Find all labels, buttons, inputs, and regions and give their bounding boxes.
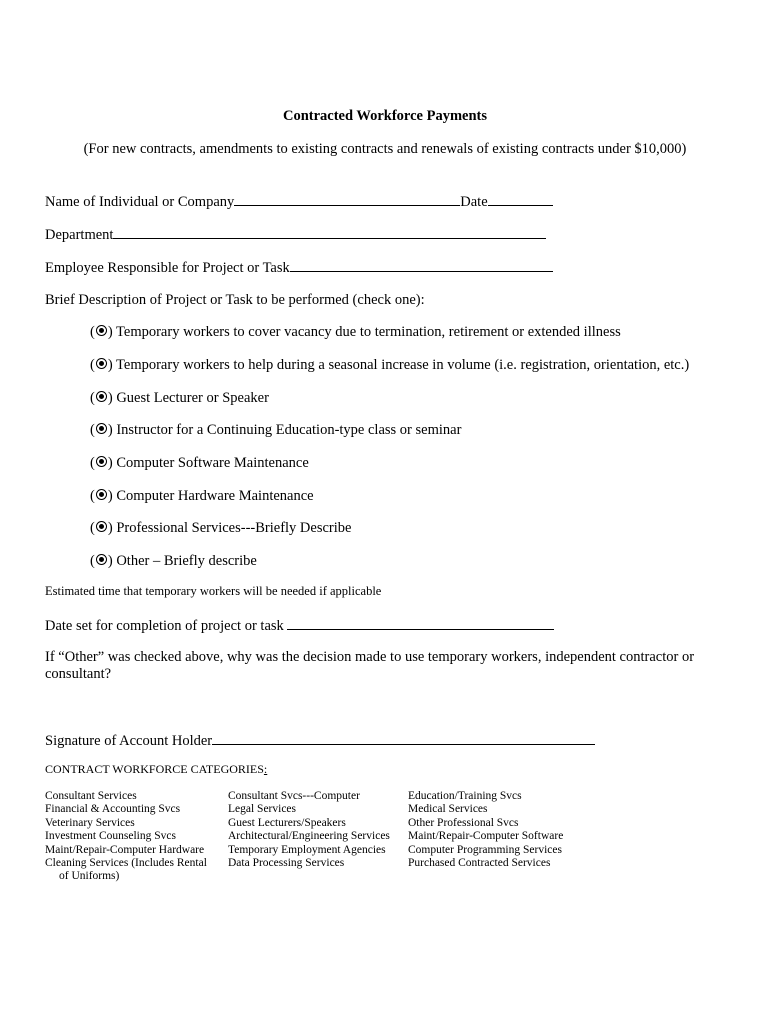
radio-icon[interactable] <box>96 521 107 532</box>
categories-column-2 <box>228 790 390 870</box>
employee-row <box>45 258 553 277</box>
category-item: Data Processing Services <box>228 857 345 870</box>
option-hardware-maintenance[interactable]: ( ) Computer Hardware Maintenance <box>90 488 314 504</box>
signature-label: Signature of Account Holder <box>45 733 213 749</box>
option-software-maintenance[interactable]: ( ) Computer Software Maintenance <box>90 455 309 471</box>
employee-label: Employee Responsible for Project or Task <box>45 260 290 276</box>
radio-icon[interactable] <box>96 325 107 336</box>
category-item-continuation: of Uniforms) <box>59 870 120 883</box>
name-row <box>45 192 553 211</box>
option-professional-services[interactable]: ( ) Professional Services---Briefly Describe <box>90 520 352 536</box>
radio-icon[interactable] <box>96 423 107 434</box>
name-field[interactable] <box>234 192 460 206</box>
category-item: Veterinary Services <box>45 816 135 829</box>
category-item: Legal Services <box>228 803 297 816</box>
option-instructor[interactable]: ( ) Instructor for a Continuing Education-type class or seminar <box>90 422 462 438</box>
completion-row <box>45 616 554 635</box>
description-label: Brief Description of Project or Task to be performed (check one): <box>45 292 425 308</box>
option-label: Computer Software Maintenance <box>116 455 309 471</box>
option-other[interactable]: ( ) Other – Briefly describe <box>90 553 257 569</box>
form-title: Contracted Workforce Payments <box>282 108 488 124</box>
category-item: Medical Services <box>408 803 488 816</box>
category-item: Maint/Repair-Computer Software <box>408 830 564 843</box>
completion-label: Date set for completion of project or task <box>45 618 284 634</box>
categories-title: CONTRACT WORKFORCE CATEGORIES: <box>45 762 268 776</box>
radio-icon[interactable] <box>96 456 107 467</box>
department-label: Department <box>45 227 114 243</box>
option-vacancy[interactable]: ( ) Temporary workers to cover vacancy due to termination, retirement or extended illness <box>90 324 621 340</box>
category-item: Investment Counseling Svcs <box>45 830 176 843</box>
category-item: Purchased Contracted Services <box>408 857 551 870</box>
employee-field[interactable] <box>290 258 553 272</box>
department-row <box>45 225 546 244</box>
date-field[interactable] <box>488 192 553 206</box>
radio-icon[interactable] <box>96 554 107 565</box>
category-item: Architectural/Engineering Services <box>228 830 390 843</box>
category-item: Financial & Accounting Svcs <box>45 803 181 816</box>
radio-icon[interactable] <box>96 489 107 500</box>
category-item: Consultant Services <box>45 790 137 802</box>
category-item: Maint/Repair-Computer Hardware <box>45 843 205 856</box>
option-label: Computer Hardware Maintenance <box>116 488 314 504</box>
option-label: Instructor for a Continuing Education-type class or seminar <box>116 422 462 438</box>
radio-icon[interactable] <box>96 358 107 369</box>
category-item: Temporary Employment Agencies <box>228 843 386 856</box>
signature-row <box>45 731 595 750</box>
category-item: Cleaning Services (Includes Rental <box>45 857 207 870</box>
other-question: If “Other” was checked above, why was the decision made to use temporary workers, independent contractor or consultant? <box>45 649 695 682</box>
form-subtitle: (For new contracts, amendments to existing contracts and renewals of existing contracts under $10,000) <box>83 141 687 157</box>
option-label: Guest Lecturer or Speaker <box>116 390 269 406</box>
option-label: Temporary workers to help during a seasonal increase in volume (i.e. registration, orientation, etc.) <box>116 357 690 373</box>
option-label: Temporary workers to cover vacancy due to termination, retirement or extended illness <box>116 324 621 340</box>
radio-icon[interactable] <box>96 391 107 402</box>
department-field[interactable] <box>113 225 546 239</box>
category-item: Consultant Svcs---Computer <box>228 790 360 802</box>
signature-field[interactable] <box>212 731 595 745</box>
completion-field[interactable] <box>287 616 554 630</box>
option-label: Other – Briefly describe <box>116 553 257 569</box>
category-item: Other Professional Svcs <box>408 816 519 829</box>
categories-column-1 <box>45 790 207 884</box>
name-label: Name of Individual or Company <box>45 194 235 210</box>
option-seasonal[interactable]: ( ) Temporary workers to help during a seasonal increase in volume (i.e. registration, orientation, etc.) <box>90 357 690 373</box>
category-item: Education/Training Svcs <box>408 790 522 802</box>
option-label: Professional Services---Briefly Describe <box>116 520 352 536</box>
estimated-time-label: Estimated time that temporary workers will be needed if applicable <box>45 584 382 598</box>
option-guest-lecturer[interactable]: ( ) Guest Lecturer or Speaker <box>90 390 269 406</box>
category-item: Guest Lecturers/Speakers <box>228 816 346 829</box>
date-label: Date <box>460 194 488 210</box>
category-item: Computer Programming Services <box>408 843 562 856</box>
categories-column-3 <box>408 790 563 870</box>
